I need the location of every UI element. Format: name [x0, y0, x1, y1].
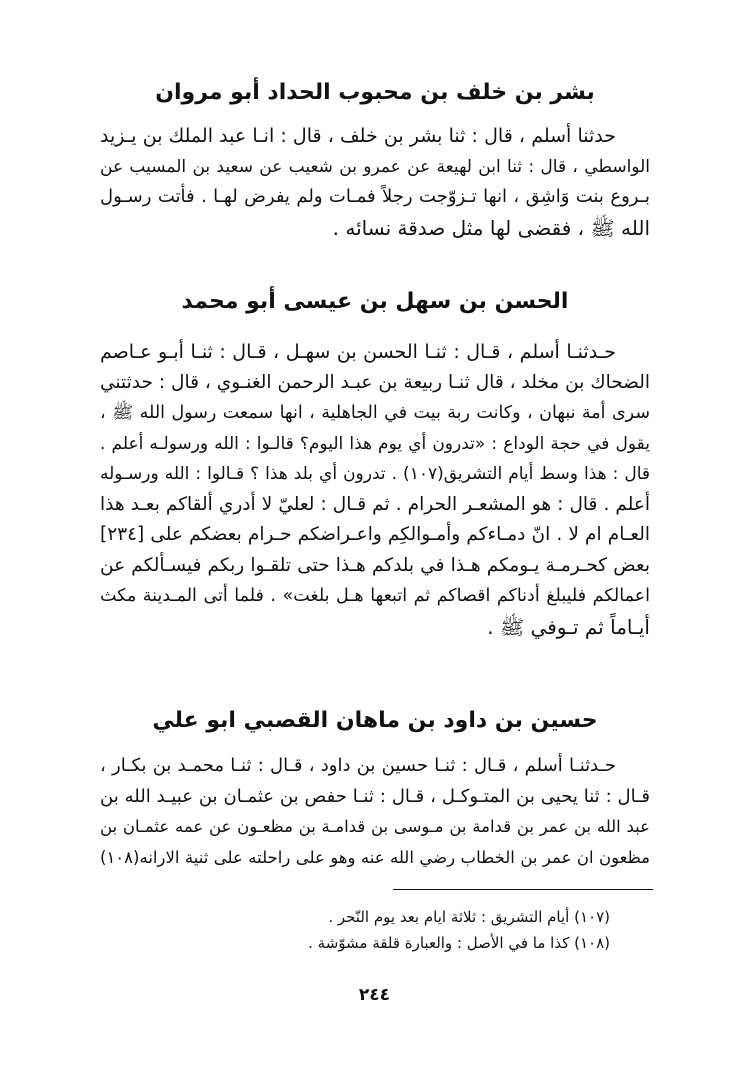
section-heading-bishr: بشر بن خلف بن محبوب الحداد أبو مروان	[155, 80, 595, 105]
text-line: حـدثنـا أسلم ، قـال : ثنـا حسين بن داود ، قـال : ثنـا محمـد بن بكـار ،	[100, 755, 616, 776]
section-body-husayn	[100, 751, 650, 873]
text-line: قال : هذا وسط أيام التشريق(١٠٧) . تدرون أي بلد هذا ؟ قـالوا : الله ورسـوله	[100, 464, 650, 484]
text-line: أعلم . قال : هو المشعـر الحرام . ثم قـال : لعليّ لا أدري ألقاكم بعـد هذا	[100, 493, 650, 515]
text-line: يقول في حجة الوداع : «تدرون أي يوم هذا اليوم؟ قالـوا : الله ورسولـه أعلم .	[100, 433, 650, 454]
text-line: بـروع بنت وَاشِق ، انها تـزوّجت رجلاً فمـات ولم يفرض لهـا . فأتت رسـول	[100, 186, 650, 207]
text-line: الله ﷺ ، فقضى لها مثل صدقة نسائه .	[332, 215, 650, 240]
text-line: مظعون ان عمر بن الخطاب رضي الله عنه وهو على راحلته على ثنية الارانه(١٠٨)	[100, 847, 650, 867]
page-number: ٢٤٤	[358, 985, 391, 1005]
text-line: حـدثنـا أسلم ، قـال : ثنـا الحسن بن سهـل ، قـال : ثنـا أبـو عـاصم	[100, 341, 616, 363]
footnote-divider	[393, 889, 653, 890]
section-heading-hasan: الحسن بن سهل بن عيسى أبو محمد	[181, 289, 569, 314]
section-body-bishr	[100, 121, 650, 243]
footnotes	[100, 904, 650, 956]
text-line: حدثنا أسلم ، قال : ثنا بشر بن خلف ، قال : انـا عبد الملك بن يـزيد	[100, 125, 616, 147]
text-line: أيـاماً ثم تـوفي ﷺ .	[487, 614, 650, 639]
section-heading-husayn: حسين بن داود بن ماهان القصبي ابو علي	[152, 708, 598, 733]
footnote-107: (١٠٧) أيام التشريق : ثلاثة ايام بعد يوم النّحر .	[328, 908, 610, 926]
footnote-108: (١٠٨) كذا ما في الأصل : والعبارة قلقة مشوّشة .	[308, 934, 610, 952]
text-line: قـال : ثنا يحيى بن المتـوكـل ، قـال : ثنـا حفص بن عثمـان بن عبيـد الله بن	[100, 785, 650, 807]
section-body-hasan	[100, 337, 650, 642]
text-line: الواسطي ، قال : ثنا ابن لهيعة عن عمرو بن شعيب عن سعيد بن المسيب عن	[100, 156, 650, 177]
text-line: اعمالكم فليبلغ أدناكم اقصاكم ثم اتبعها هـل بلغت» . فلما أتى المـدينة مكث	[100, 586, 650, 606]
text-line: بعض كحـرمـة يـومكم هـذا في بلدكم هـذا حتى تلقـوا ربكم فيسـألكم عن	[100, 554, 650, 576]
text-line: العـام ام لا . انّ دمـاءكم وأمـوالكِم واعـراضكم حـرام بعضكم على [٢٣٤]	[100, 524, 650, 545]
text-line: الضحاك بن مخلد ، قال ثنـا ربيعة بن عبـد الرحمن الغنـوي ، قال : حدثتني	[100, 371, 650, 393]
text-line: عبد الله بن عمر بن قدامة بن مـوسى بن قدامـة بن مظعـون عن عمه عثمـان بن	[100, 817, 650, 836]
text-line: سرى أمة نبهان ، وكانت ربة بيت في الجاهلية ، انها سمعت رسول الله ﷺ ،	[100, 403, 650, 423]
